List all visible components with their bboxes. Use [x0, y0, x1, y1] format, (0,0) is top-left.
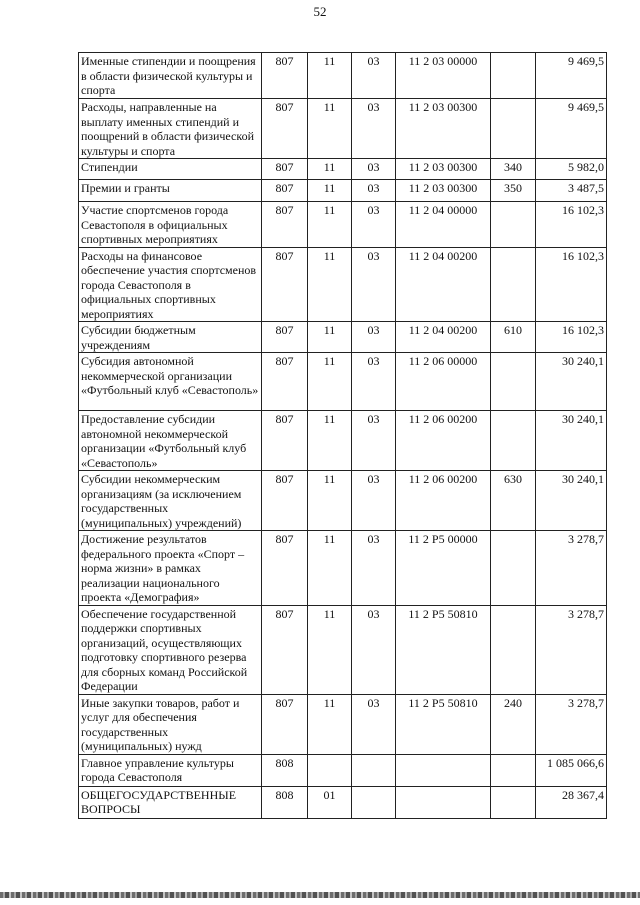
row-subsection-code: 03 [352, 202, 396, 248]
table-row [79, 754, 607, 786]
row-expense-type [491, 353, 536, 411]
row-target-article [396, 786, 491, 818]
row-target-article: 11 2 06 00200 [396, 411, 491, 471]
row-target-article: 11 2 06 00200 [396, 471, 491, 531]
row-subsection-code: 03 [352, 471, 396, 531]
row-department-code: 808 [262, 786, 308, 818]
row-subsection-code: 03 [352, 411, 396, 471]
row-name: ОБЩЕГОСУДАРСТВЕННЫЕ ВОПРОСЫ [79, 786, 262, 818]
row-target-article: 11 2 06 00000 [396, 353, 491, 411]
row-target-article: 11 2 03 00300 [396, 180, 491, 202]
row-section-code: 11 [308, 159, 352, 180]
row-name: Субсидии бюджетным учреждениям [79, 322, 262, 353]
table-row [79, 786, 607, 818]
row-department-code: 807 [262, 471, 308, 531]
row-name: Достижение результатов федерального проекта «Спорт – норма жизни» в рамках реализации национального проекта «Демография» [79, 531, 262, 606]
row-department-code: 807 [262, 353, 308, 411]
row-expense-type: 240 [491, 694, 536, 754]
row-expense-type: 610 [491, 322, 536, 353]
row-amount: 1 085 066,6 [536, 754, 607, 786]
row-subsection-code [352, 786, 396, 818]
row-subsection-code [352, 754, 396, 786]
row-expense-type [491, 754, 536, 786]
row-amount: 3 487,5 [536, 180, 607, 202]
row-amount: 30 240,1 [536, 353, 607, 411]
row-subsection-code: 03 [352, 531, 396, 606]
row-name: Субсидия автономной некоммерческой организации «Футбольный клуб «Севастополь» [79, 353, 262, 411]
table-row [79, 605, 607, 694]
row-name: Предоставление субсидии автономной некоммерческой организации «Футбольный клуб «Севастополь» [79, 411, 262, 471]
table-row [79, 53, 607, 99]
row-name: Расходы, направленные на выплату именных стипендий и поощрений в области физической культуры и спорта [79, 99, 262, 159]
table-row [79, 322, 607, 353]
row-department-code: 807 [262, 202, 308, 248]
table-row [79, 353, 607, 411]
row-expense-type [491, 786, 536, 818]
row-target-article: 11 2 P5 50810 [396, 694, 491, 754]
row-subsection-code: 03 [352, 180, 396, 202]
row-expense-type [491, 247, 536, 322]
table-row [79, 99, 607, 159]
row-target-article: 11 2 P5 00000 [396, 531, 491, 606]
row-section-code: 11 [308, 471, 352, 531]
row-section-code: 11 [308, 180, 352, 202]
row-department-code: 807 [262, 322, 308, 353]
row-section-code: 11 [308, 53, 352, 99]
row-department-code: 807 [262, 180, 308, 202]
row-amount: 16 102,3 [536, 202, 607, 248]
table-row [79, 694, 607, 754]
row-name: Именные стипендии и поощрения в области физической культуры и спорта [79, 53, 262, 99]
row-amount: 30 240,1 [536, 411, 607, 471]
row-department-code: 807 [262, 605, 308, 694]
row-expense-type [491, 99, 536, 159]
row-target-article: 11 2 03 00300 [396, 159, 491, 180]
table-row [79, 247, 607, 322]
table-row [79, 411, 607, 471]
row-section-code: 11 [308, 411, 352, 471]
row-department-code: 807 [262, 411, 308, 471]
row-name: Премии и гранты [79, 180, 262, 202]
table-row [79, 180, 607, 202]
row-subsection-code: 03 [352, 322, 396, 353]
row-subsection-code: 03 [352, 353, 396, 411]
row-expense-type [491, 53, 536, 99]
row-section-code: 11 [308, 605, 352, 694]
row-name: Обеспечение государственной поддержки спортивных организаций, осуществляющих подготовку спортивного резерва для сборных команд Российской Федерации [79, 605, 262, 694]
row-expense-type: 340 [491, 159, 536, 180]
row-target-article: 11 2 P5 50810 [396, 605, 491, 694]
row-expense-type: 630 [491, 471, 536, 531]
row-department-code: 807 [262, 694, 308, 754]
scan-edge-artifact [0, 892, 640, 898]
row-subsection-code: 03 [352, 247, 396, 322]
row-section-code [308, 754, 352, 786]
row-section-code: 11 [308, 247, 352, 322]
row-amount: 3 278,7 [536, 694, 607, 754]
row-amount: 3 278,7 [536, 605, 607, 694]
table-row [79, 471, 607, 531]
row-department-code: 807 [262, 247, 308, 322]
row-expense-type [491, 605, 536, 694]
row-amount: 16 102,3 [536, 247, 607, 322]
row-section-code: 01 [308, 786, 352, 818]
budget-table [78, 52, 607, 819]
row-subsection-code: 03 [352, 99, 396, 159]
row-department-code: 808 [262, 754, 308, 786]
row-amount: 3 278,7 [536, 531, 607, 606]
row-expense-type [491, 531, 536, 606]
row-name: Участие спортсменов города Севастополя в официальных спортивных мероприятиях [79, 202, 262, 248]
row-section-code: 11 [308, 322, 352, 353]
row-target-article: 11 2 04 00000 [396, 202, 491, 248]
row-name: Расходы на финансовое обеспечение участия спортсменов города Севастополя в официальных спортивных мероприятиях [79, 247, 262, 322]
row-department-code: 807 [262, 99, 308, 159]
row-amount: 9 469,5 [536, 99, 607, 159]
row-target-article: 11 2 04 00200 [396, 247, 491, 322]
row-department-code: 807 [262, 53, 308, 99]
page-number: 52 [313, 4, 327, 19]
row-target-article: 11 2 03 00000 [396, 53, 491, 99]
row-subsection-code: 03 [352, 159, 396, 180]
row-target-article: 11 2 04 00200 [396, 322, 491, 353]
row-section-code: 11 [308, 353, 352, 411]
row-section-code: 11 [308, 694, 352, 754]
row-section-code: 11 [308, 202, 352, 248]
row-subsection-code: 03 [352, 694, 396, 754]
row-amount: 28 367,4 [536, 786, 607, 818]
row-subsection-code: 03 [352, 605, 396, 694]
row-name: Субсидии некоммерческим организациям (за исключением государственных (муниципальных) учреждений) [79, 471, 262, 531]
row-amount: 16 102,3 [536, 322, 607, 353]
row-section-code: 11 [308, 99, 352, 159]
row-expense-type: 350 [491, 180, 536, 202]
row-name: Иные закупки товаров, работ и услуг для обеспечения государственных (муниципальных) нужд [79, 694, 262, 754]
row-amount: 30 240,1 [536, 471, 607, 531]
row-target-article [396, 754, 491, 786]
row-amount: 5 982,0 [536, 159, 607, 180]
row-expense-type [491, 411, 536, 471]
row-target-article: 11 2 03 00300 [396, 99, 491, 159]
table-row [79, 202, 607, 248]
table-row [79, 531, 607, 606]
row-amount: 9 469,5 [536, 53, 607, 99]
row-name: Главное управление культуры города Севастополя [79, 754, 262, 786]
table-row [79, 159, 607, 180]
row-department-code: 807 [262, 159, 308, 180]
row-name: Стипендии [79, 159, 262, 180]
row-subsection-code: 03 [352, 53, 396, 99]
row-expense-type [491, 202, 536, 248]
row-department-code: 807 [262, 531, 308, 606]
row-section-code: 11 [308, 531, 352, 606]
